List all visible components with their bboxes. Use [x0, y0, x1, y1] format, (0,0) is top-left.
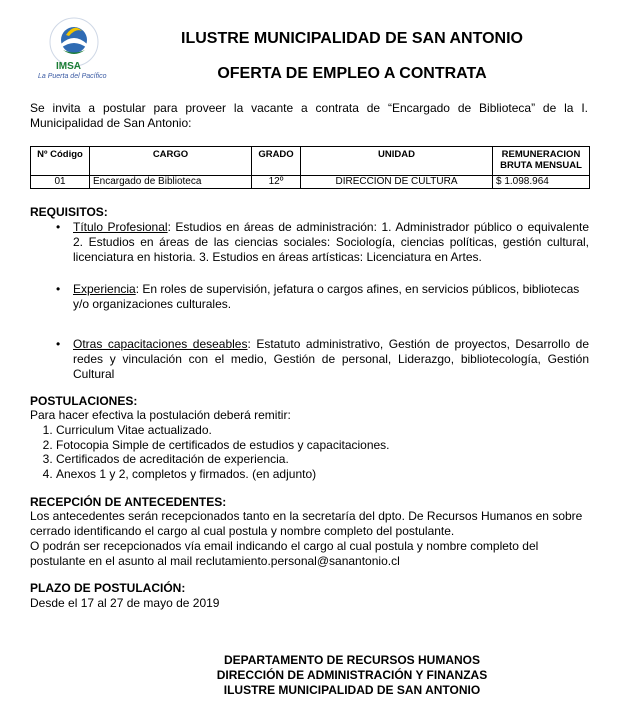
recepcion-paragraph-1: Los antecedentes serán recepcionados tanto en la secretaría del dpto. De Recursos Humanos en sobre cerrado identificando el cargo al cual postula y nombre completo del postulante. [30, 509, 583, 538]
cell-cargo: Encargado de Biblioteca [90, 176, 252, 189]
header-grado: GRADO [252, 147, 301, 176]
list-item: 4. Anexos 1 y 2, completos y firmados. (en adjunto) [56, 467, 390, 482]
requisito-text: : Estudios en áreas de administración: 1. Administrador público o equivalente 2. Estudios en áreas de las ciencias sociales: Sociología, ciencias políticas, gestión cultural, licenciatura en historia. 3. Estudios en áreas artísticas: Licenciatura en Artes. [73, 220, 589, 264]
header-codigo: Nº Código [31, 147, 90, 176]
cell-remuneracion: $ 1.098.964 [493, 176, 590, 189]
logo-text: IMSA [56, 61, 81, 72]
requisito-experiencia [73, 282, 589, 312]
logo-slogan: La Puerta del Pacífico [38, 73, 107, 80]
page-title: ILUSTRE MUNICIPALIDAD DE SAN ANTONIO [181, 30, 523, 47]
postulaciones-heading: POSTULACIONES: [30, 394, 138, 408]
requisitos-heading: REQUISITOS: [30, 205, 108, 219]
plazo-text: Desde el 17 al 27 de mayo de 2019 [30, 596, 220, 610]
table-header-row [31, 147, 590, 176]
intro-paragraph: Se invita a postular para proveer la vacante a contrata de “Encargado de Biblioteca” de la I. Municipalidad de San Antonio: [30, 101, 588, 130]
cell-grado: 12º [252, 176, 301, 189]
recepcion-heading: RECEPCIÓN DE ANTECEDENTES: [30, 495, 227, 509]
bullet-icon: • [56, 282, 61, 296]
footer-municipality: ILUSTRE MUNICIPALIDAD DE SAN ANTONIO [223, 683, 481, 697]
cell-codigo: 01 [31, 176, 90, 189]
postulaciones-lead: Para hacer efectiva la postulación deberá remitir: [30, 408, 291, 422]
bullet-icon: • [56, 220, 61, 234]
list-item: 1. Curriculum Vitae actualizado. [56, 423, 390, 438]
list-item: 2. Fotocopia Simple de certificados de estudios y capacitaciones. [56, 438, 390, 453]
header-unidad: UNIDAD [301, 147, 493, 176]
job-table [30, 146, 590, 189]
footer-department: DEPARTAMENTO DE RECURSOS HUMANOS [223, 653, 480, 667]
list-item: 3. Certificados de acreditación de experiencia. [56, 452, 390, 467]
requisito-titulo [73, 220, 589, 265]
cell-unidad: DIRECCION DE CULTURA [301, 176, 493, 189]
requisito-label: Experiencia [73, 282, 136, 296]
footer-direction: DIRECCIÓN DE ADMINISTRACIÓN Y FINANZAS [216, 668, 488, 682]
table-row [31, 176, 590, 189]
requisito-label: Otras capacitaciones deseables [73, 337, 248, 351]
header-remuneracion: REMUNERACION BRUTA MENSUAL [493, 147, 590, 176]
page-subtitle: OFERTA DE EMPLEO A CONTRATA [217, 65, 487, 82]
requisito-text: : Estatuto administrativo, Gestión de proyectos, Desarrollo de redes y vinculación con el medio, Gestión de personal, Liderazgo, bibliotecología, Gestión Cultural [73, 337, 589, 381]
plazo-heading: PLAZO DE POSTULACIÓN: [30, 581, 186, 595]
requisito-capacitaciones [73, 337, 589, 382]
bullet-icon: • [56, 337, 61, 351]
header-cargo: CARGO [90, 147, 252, 176]
recepcion-paragraph-2: O podrán ser recepcionados vía email indicando el cargo al cual postula y nombre completo del postulante en el asunto al mail reclutamiento.personal@sanantonio.cl [30, 539, 539, 568]
requisito-label: Título Profesional [73, 220, 168, 234]
postulaciones-list [31, 423, 390, 481]
requisito-text: : En roles de supervisión, jefatura o cargos afines, en servicios públicos, bibliotecas y/o organizaciones culturales. [73, 282, 580, 311]
